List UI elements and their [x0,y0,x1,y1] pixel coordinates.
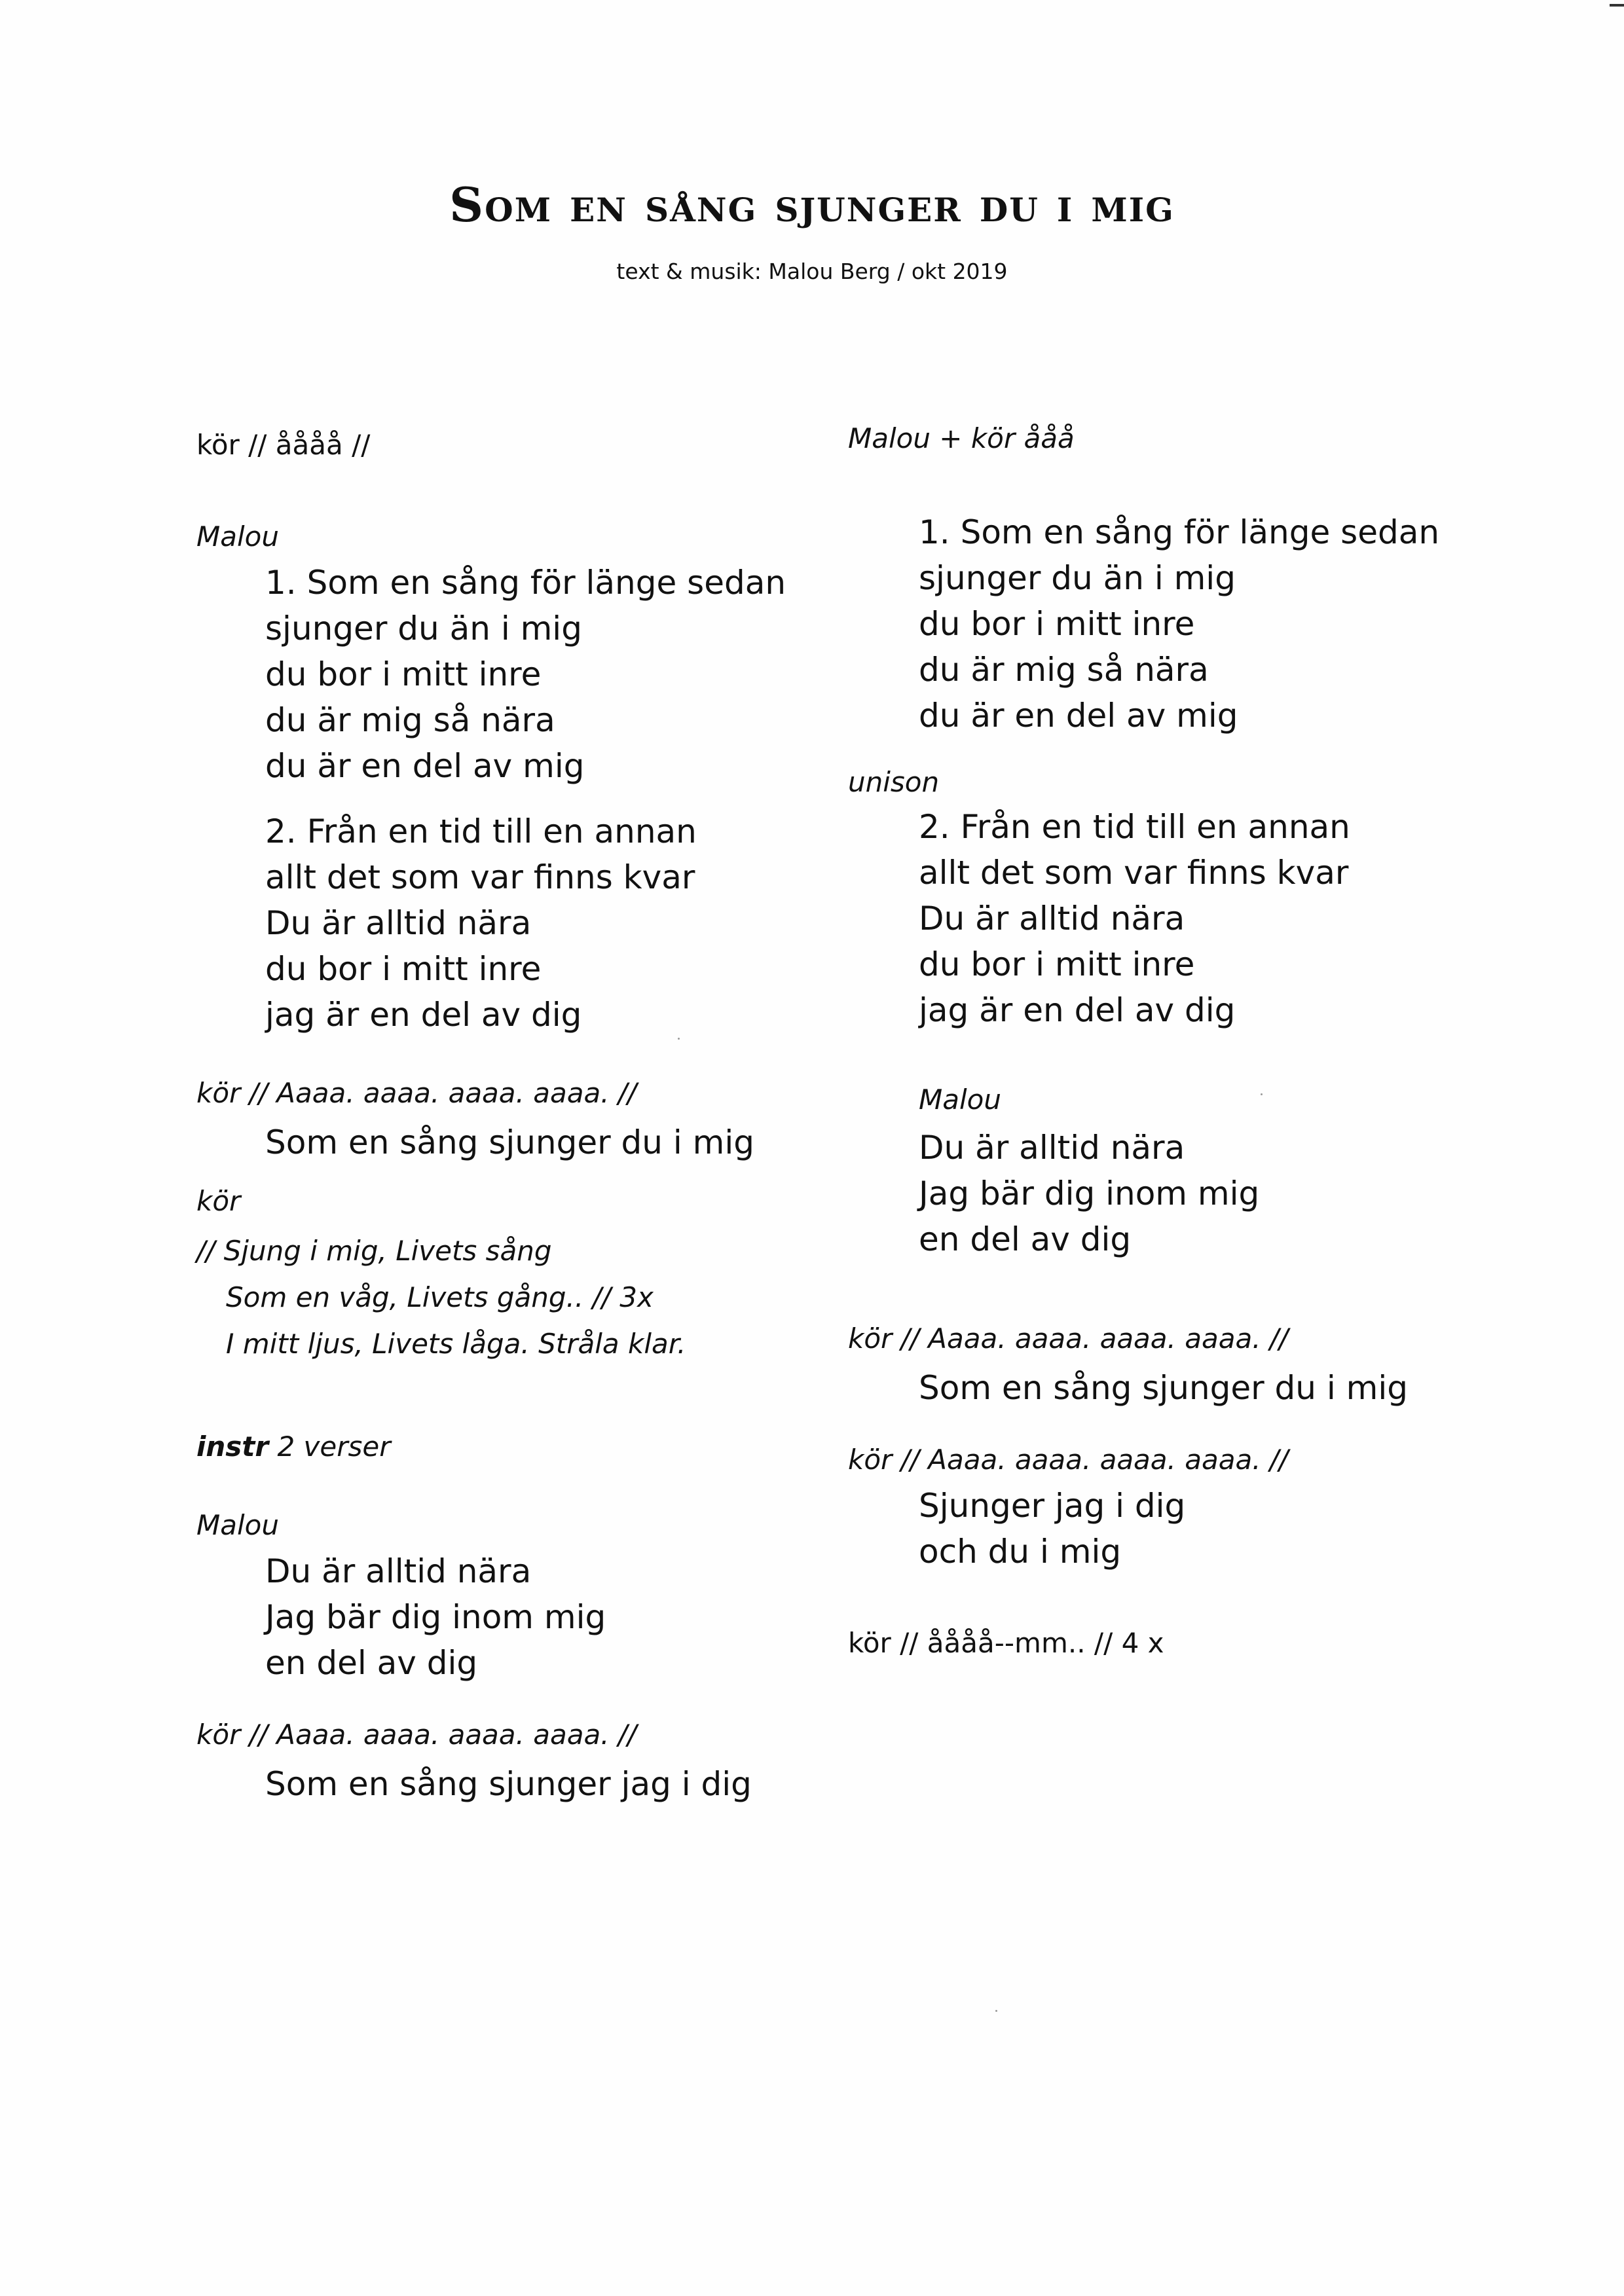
bridge-line: Du är alltid nära [265,1552,532,1590]
verse-line: jag är en del av dig [919,991,1236,1029]
verse-line: Du är alltid nära [265,904,532,942]
verse-line: du bor i mitt inre [919,945,1195,983]
right-outro [919,1483,1185,1575]
verse-line: sjunger du än i mig [265,610,582,647]
verse-line: du bor i mitt inre [265,950,542,988]
scan-speck [1261,1093,1263,1095]
bridge-line: Du är alltid nära [919,1129,1185,1167]
right-cue-end: kör // åååå--mm.. // 4 x [848,1627,1164,1659]
left-cue-aaaa-1: kör // Aaaa. aaaa. aaaa. aaaa. // [196,1077,637,1109]
right-verse-2 [919,804,1350,1033]
left-verse-2 [265,809,697,1038]
left-instr [196,1430,390,1463]
left-bridge [265,1548,606,1686]
left-cue-aaaa-2: kör // Aaaa. aaaa. aaaa. aaaa. // [196,1719,637,1751]
right-cue-aaaa-2: kör // Aaaa. aaaa. aaaa. aaaa. // [848,1444,1289,1476]
bridge-line: Jag bär dig inom mig [265,1598,606,1636]
scan-speck [678,1038,680,1040]
verse-line: jag är en del av dig [265,996,582,1034]
bridge-line: Jag bär dig inom mig [919,1175,1260,1212]
left-line-som-en-sang: Som en sång sjunger du i mig [265,1123,754,1161]
verse-line: du är en del av mig [919,697,1238,735]
left-chorus [196,1228,686,1367]
right-cue-unison: unison [848,766,940,798]
instr-label: instr [196,1430,269,1463]
scan-speck [995,2010,997,2012]
left-verse-1 [265,560,786,789]
right-singer-malou: Malou [919,1084,1001,1116]
left-singer-malou-2: Malou [196,1509,279,1541]
verse-line: allt det som var finns kvar [265,858,695,896]
left-cue-kor: kör [196,1185,241,1217]
chorus-line: Som en våg, Livets gång.. // 3x [226,1281,654,1313]
verse-line: du bor i mitt inre [265,655,542,693]
verse-line: 2. Från en tid till en annan [265,812,697,850]
chorus-line: // Sjung i mig, Livets sång [196,1235,552,1267]
outro-line: Sjunger jag i dig [919,1487,1186,1525]
left-singer-malou: Malou [196,520,279,553]
bridge-line: en del av dig [265,1644,478,1682]
outro-line: och du i mig [919,1533,1122,1571]
bridge-line: en del av dig [919,1220,1132,1258]
left-cue-intro: kör // åååå // [196,429,371,461]
verse-line: 2. Från en tid till en annan [919,808,1350,846]
verse-line: du är en del av mig [265,747,585,785]
verse-line: Du är alltid nära [919,900,1185,938]
verse-line: du bor i mitt inre [919,605,1195,643]
verse-line: du är mig så nära [265,701,555,739]
right-line-som-en-sang: Som en sång sjunger du i mig [919,1369,1408,1407]
chorus-line: I mitt ljus, Livets låga. Stråla klar. [226,1328,686,1360]
right-cue-intro: Malou + kör ååå [848,422,1075,454]
left-line-som-en-sang-2: Som en sång sjunger jag i dig [265,1765,752,1803]
right-verse-1 [919,509,1439,738]
verse-line: allt det som var finns kvar [919,854,1349,892]
verse-line: 1. Som en sång för länge sedan [265,564,786,602]
right-cue-aaaa-1: kör // Aaaa. aaaa. aaaa. aaaa. // [848,1322,1289,1355]
verse-line: du är mig så nära [919,651,1209,689]
song-title: Som en sång sjunger du i mig [449,177,1175,232]
verse-line: sjunger du än i mig [919,559,1236,597]
song-credit: text & musik: Malou Berg / okt 2019 [616,259,1008,284]
instr-text: 2 verser [268,1430,391,1463]
scan-edge-mark [1610,4,1624,7]
right-bridge [919,1125,1259,1262]
verse-line: 1. Som en sång för länge sedan [919,513,1440,551]
